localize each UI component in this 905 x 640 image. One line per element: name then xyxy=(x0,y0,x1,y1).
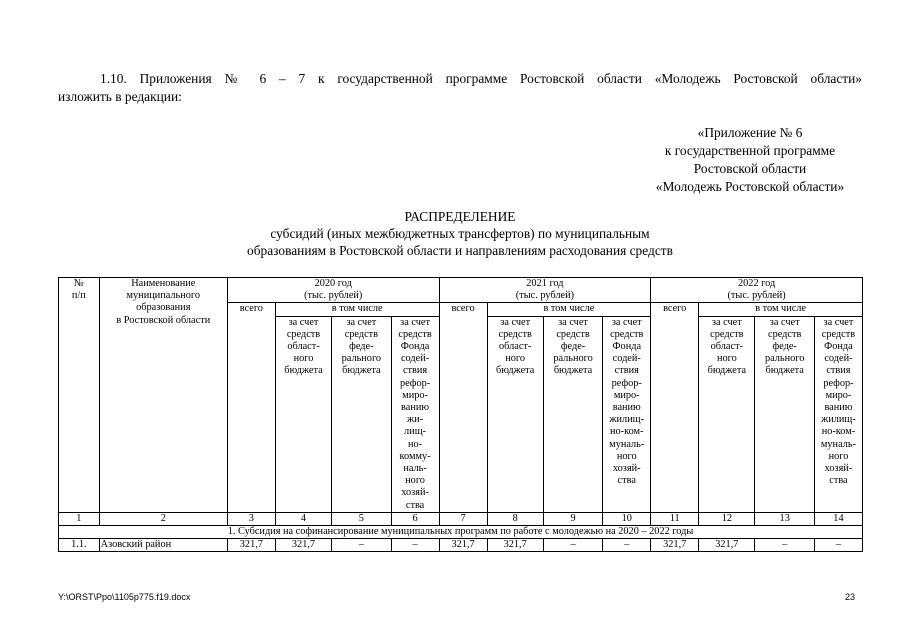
cell-value: – xyxy=(332,539,391,552)
incl-header-2021: в том числе xyxy=(487,303,651,316)
federal-header-2022: за счет средств феде- рального бюджета xyxy=(755,316,814,512)
appendix-line2: к государственной программе xyxy=(664,143,836,158)
cell-value: 321,7 xyxy=(487,539,543,552)
distribution-table xyxy=(58,277,863,552)
heading-title: РАСПРЕДЕЛЕНИЕ xyxy=(404,209,516,224)
column-number: 7 xyxy=(439,512,487,525)
incl-header-2022: в том числе xyxy=(699,303,863,316)
total-header-2022: всего xyxy=(651,303,699,512)
section-row xyxy=(59,526,863,539)
column-number: 14 xyxy=(814,512,862,525)
cell-value: 321,7 xyxy=(227,539,275,552)
column-number: 2 xyxy=(99,512,227,525)
cell-value: 321,7 xyxy=(699,539,755,552)
heading-line2: субсидий (иных межбюджетных трансфертов) по муниципальным xyxy=(270,226,650,241)
column-number-row xyxy=(59,512,863,525)
appendix-line4: «Молодежь Ростовской области» xyxy=(655,179,845,194)
cell-value: 321,7 xyxy=(651,539,699,552)
table-row xyxy=(59,539,863,552)
cell-value: – xyxy=(814,539,862,552)
column-number: 3 xyxy=(227,512,275,525)
regional-header-2022: за счет средств област- ного бюджета xyxy=(699,316,755,512)
column-number: 11 xyxy=(651,512,699,525)
column-number: 12 xyxy=(699,512,755,525)
federal-header-2020: за счет средств феде- рального бюджета xyxy=(332,316,391,512)
document-heading xyxy=(150,208,770,259)
year-2021-header: 2021 год (тыс. рублей) xyxy=(439,278,651,303)
total-header-2020: всего xyxy=(227,303,275,512)
year-2020-header: 2020 год (тыс. рублей) xyxy=(227,278,439,303)
column-number: 9 xyxy=(543,512,602,525)
federal-header-2021: за счет средств феде- рального бюджета xyxy=(543,316,602,512)
column-number: 13 xyxy=(755,512,814,525)
intro-paragraph xyxy=(58,70,862,106)
fund-header-2022: за счет средств Фонда содей- ствия рефор- миро- ванию жилищ- но-ком- муналь- ного хозяй- ства xyxy=(814,316,862,512)
cell-value: – xyxy=(603,539,651,552)
cell-value: – xyxy=(755,539,814,552)
appendix-reference xyxy=(640,124,860,196)
regional-header-2021: за счет средств област- ного бюджета xyxy=(487,316,543,512)
appendix-line1: «Приложение № 6 xyxy=(697,125,803,140)
regional-header-2020: за счет средств област- ного бюджета xyxy=(275,316,331,512)
col-num-header: № п/п xyxy=(59,278,100,513)
intro-paragraph-line2: изложить в редакции: xyxy=(58,89,182,104)
intro-paragraph-line1: 1.10. Приложения № 6 – 7 к государственной программе Ростовской области «Молодежь Ростовской области» xyxy=(100,71,862,86)
column-number: 8 xyxy=(487,512,543,525)
row-municipality-name: Азовский район xyxy=(99,539,227,552)
fund-header-2020: за счет средств Фонда содей- ствия рефор- миро- ванию жи- лищ- но- комму- наль- ного хозяй- ства xyxy=(391,316,439,512)
cell-value: 321,7 xyxy=(275,539,331,552)
section-title: 1. Субсидия на софинансирование муниципальных программ по работе с молодежью на 2020 – 2022 годы xyxy=(59,526,863,539)
cell-value: – xyxy=(391,539,439,552)
heading-line3: образованиям в Ростовской области и направлениям расходования средств xyxy=(247,243,673,258)
column-number: 1 xyxy=(59,512,100,525)
column-number: 10 xyxy=(603,512,651,525)
col-name-header: Наименование муниципального образования в Ростовской области xyxy=(99,278,227,513)
column-number: 5 xyxy=(332,512,391,525)
incl-header-2020: в том числе xyxy=(275,303,439,316)
column-number: 6 xyxy=(391,512,439,525)
year-2022-header: 2022 год (тыс. рублей) xyxy=(651,278,863,303)
fund-header-2021: за счет средств Фонда содей- ствия рефор- миро- ванию жилищ- но-ком- муналь- ного хозяй- ства xyxy=(603,316,651,512)
row-number: 1.1. xyxy=(59,539,100,552)
total-header-2021: всего xyxy=(439,303,487,512)
column-number: 4 xyxy=(275,512,331,525)
header-row-years xyxy=(59,278,863,303)
appendix-line3: Ростовской области xyxy=(693,161,807,176)
footer-file-path: Y:\ORST\Ppo\1105p775.f19.docx xyxy=(58,592,191,602)
cell-value: – xyxy=(543,539,602,552)
cell-value: 321,7 xyxy=(439,539,487,552)
footer-page-number: 23 xyxy=(845,592,856,602)
